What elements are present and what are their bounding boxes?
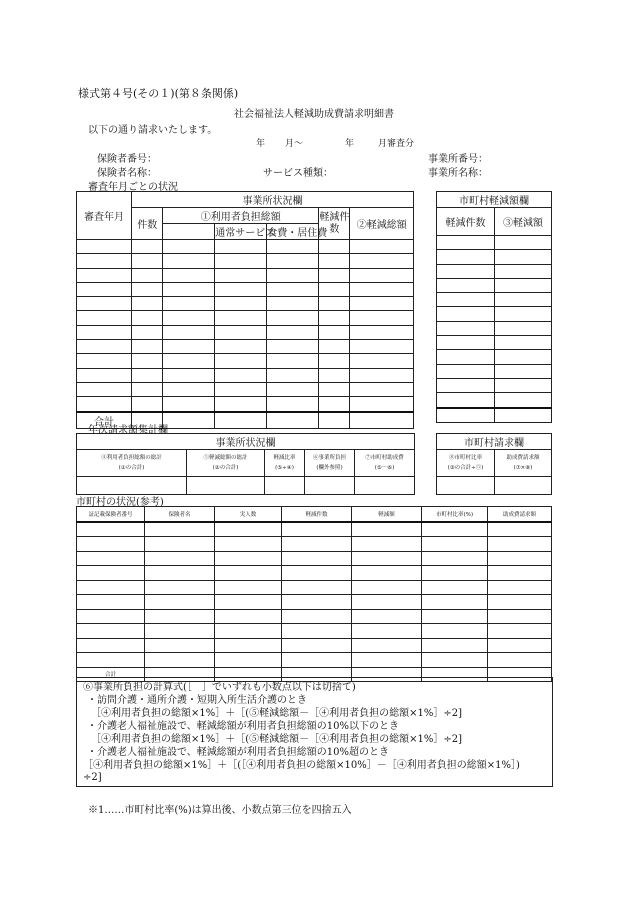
formula-line5: ［④利用者負担の総額×1%］＋［(⑤軽減総額－［④利用者負担の総額×1%］÷2] <box>91 734 463 745</box>
annual-col5-l1: ⑦市町村助成費 <box>365 455 404 461</box>
table-row <box>437 378 552 392</box>
col-reduce-count: 軽減件数 <box>319 208 350 240</box>
table-cell[interactable] <box>77 382 132 396</box>
table-row <box>77 240 414 254</box>
table-cell[interactable] <box>488 551 552 566</box>
table-cell[interactable] <box>77 340 132 354</box>
table-cell[interactable] <box>215 638 282 653</box>
table-cell[interactable] <box>215 551 282 566</box>
table-cell[interactable] <box>422 638 488 653</box>
table-cell[interactable] <box>145 551 215 566</box>
annual-col1-l2: (①の合計) <box>118 465 145 471</box>
table-row <box>437 293 552 307</box>
col-reduce-total: ②軽減総額 <box>350 208 414 240</box>
table-cell[interactable] <box>77 624 145 639</box>
table-cell[interactable] <box>352 537 422 552</box>
table-cell[interactable] <box>319 311 350 325</box>
page-title: 社会福祉法人軽減助成費請求明細書 <box>234 109 394 120</box>
table-cell[interactable] <box>282 595 352 610</box>
table-cell[interactable] <box>495 264 552 278</box>
table-row <box>77 368 414 382</box>
table-cell[interactable] <box>77 282 132 296</box>
table-cell[interactable] <box>215 368 267 382</box>
formula-line7: ［④利用者負担の総額×1%］＋［(［④利用者負担の総額×10%］－［④利用者負担の総額×1%］) <box>83 760 520 771</box>
table-cell[interactable] <box>267 368 319 382</box>
table-row <box>437 321 552 335</box>
table-cell[interactable] <box>350 340 414 354</box>
table-cell[interactable] <box>488 522 552 537</box>
table-row <box>77 382 414 396</box>
table-cell[interactable] <box>495 393 552 408</box>
table-cell[interactable] <box>163 325 215 339</box>
annual-city-col1-l1: ⑧市町村比率 <box>448 455 482 461</box>
table-cell[interactable] <box>215 580 282 595</box>
table-cell[interactable] <box>132 340 163 354</box>
city-col-1: 保険者名 <box>145 507 215 522</box>
table-cell[interactable] <box>422 537 488 552</box>
table-cell[interactable] <box>319 240 350 254</box>
table-cell[interactable] <box>132 397 163 412</box>
table-cell[interactable] <box>132 354 163 368</box>
table-cell[interactable] <box>488 537 552 552</box>
table-cell[interactable] <box>352 609 422 624</box>
annual-city-col1-l2: (③の合計÷⑤) <box>447 465 484 471</box>
table-cell[interactable] <box>437 264 495 278</box>
table-cell[interactable] <box>282 566 352 581</box>
table-cell[interactable] <box>163 254 215 268</box>
city-status-table <box>76 506 552 682</box>
table-cell[interactable] <box>352 566 422 581</box>
table-cell[interactable] <box>215 397 267 412</box>
table-cell[interactable] <box>163 340 215 354</box>
annual-office-header: 事業所状況欄 <box>77 434 415 450</box>
table-cell[interactable] <box>495 278 552 292</box>
table-cell[interactable] <box>77 297 132 311</box>
annual-col3-l2: (⑤÷④) <box>275 465 294 471</box>
annual-city-table <box>436 433 552 495</box>
table-cell[interactable] <box>437 350 495 364</box>
table-cell[interactable] <box>319 368 350 382</box>
col-burden: ①利用者負担総額 <box>163 208 319 224</box>
form-number: 様式第４号(その１)(第８条関係) <box>78 87 239 100</box>
col-city-count: 軽減件数 <box>437 208 495 236</box>
table-row <box>437 236 552 250</box>
table-cell[interactable] <box>282 537 352 552</box>
table-cell[interactable] <box>77 522 145 537</box>
table-cell[interactable] <box>132 282 163 296</box>
table-cell[interactable] <box>163 382 215 396</box>
section1-title: 審査年月ごとの状況 <box>88 182 178 193</box>
table-cell[interactable] <box>145 537 215 552</box>
table-cell[interactable] <box>282 609 352 624</box>
table-row <box>437 350 552 364</box>
table-row <box>77 566 552 581</box>
table-cell[interactable] <box>282 624 352 639</box>
table-cell[interactable] <box>215 311 267 325</box>
table-cell[interactable] <box>437 278 495 292</box>
table-cell[interactable] <box>267 240 319 254</box>
col-city-amount: ③軽減額 <box>495 208 552 236</box>
table-cell[interactable] <box>163 268 215 282</box>
table-cell[interactable] <box>163 368 215 382</box>
table-cell[interactable] <box>145 595 215 610</box>
annual-col2-l1: ⑤軽減総額の総計 <box>203 455 248 461</box>
table-cell[interactable] <box>77 368 132 382</box>
table-cell[interactable] <box>488 624 552 639</box>
city-status-body <box>77 522 552 668</box>
table-cell[interactable] <box>267 268 319 282</box>
annual-city-col2-l2: (⑦×⑧) <box>513 465 533 471</box>
city-col-0: 証記載保険者番号 <box>77 507 145 522</box>
table-cell[interactable] <box>495 293 552 307</box>
table-row <box>77 340 414 354</box>
table-row <box>77 397 414 412</box>
table-cell[interactable] <box>215 340 267 354</box>
table-cell[interactable] <box>215 537 282 552</box>
annual-col5-l2: (⑤－⑥) <box>374 465 395 471</box>
table-cell[interactable] <box>319 268 350 282</box>
table-cell[interactable] <box>163 240 215 254</box>
table-cell[interactable] <box>350 240 414 254</box>
table-cell[interactable] <box>319 297 350 311</box>
request-line: 以下の通り請求いたします。 <box>88 125 218 136</box>
annual-col3-l1: 軽減比率 <box>273 455 296 461</box>
section2-title: 年次請求額集計欄 <box>88 425 168 436</box>
formula-line2: ・訪問介護・通所介護・短期入所生活介護のとき <box>87 695 307 706</box>
table-row <box>437 307 552 321</box>
table-cell[interactable] <box>422 580 488 595</box>
table-cell[interactable] <box>163 397 215 412</box>
table-row <box>77 297 414 311</box>
table-cell[interactable] <box>77 638 145 653</box>
table-cell[interactable] <box>215 297 267 311</box>
table-cell[interactable] <box>437 393 495 408</box>
table-cell[interactable] <box>145 566 215 581</box>
table-cell[interactable] <box>77 551 145 566</box>
table-cell[interactable] <box>350 368 414 382</box>
table-cell[interactable] <box>215 354 267 368</box>
table-row <box>77 522 552 537</box>
table-cell[interactable] <box>319 282 350 296</box>
table-cell[interactable] <box>488 638 552 653</box>
table-cell[interactable] <box>437 336 495 350</box>
table-cell[interactable] <box>132 240 163 254</box>
table-cell[interactable] <box>319 254 350 268</box>
table-row <box>437 336 552 350</box>
city-col-6: 助成費請求額 <box>488 507 552 522</box>
city-col-5: 市町村比率(%) <box>422 507 488 522</box>
table-cell[interactable] <box>495 321 552 335</box>
table-cell[interactable] <box>350 325 414 339</box>
formula-line6: ・介護老人福祉施設で、軽減総額が利用者負担総額の10%超のとき <box>87 747 390 758</box>
table-row <box>77 624 552 639</box>
footnote: ※1……市町村比率(%)は算出後、小数点第三位を四捨五入 <box>88 805 352 816</box>
office-name-label: 事業所名称： <box>428 168 488 179</box>
formula-line3: ［④利用者負担の総額×1%］＋［(⑤軽減総額－［④利用者負担の総額×1%］÷2] <box>91 708 463 719</box>
table-cell[interactable] <box>488 609 552 624</box>
table-row <box>77 254 414 268</box>
table-cell[interactable] <box>319 382 350 396</box>
table-cell[interactable] <box>267 382 319 396</box>
city-header: 市町村軽減額欄 <box>437 192 552 208</box>
table-cell[interactable] <box>77 566 145 581</box>
table-cell[interactable] <box>350 311 414 325</box>
formula-line4: ・介護老人福祉施設で、軽減総額が利用者負担総額の10%以下のとき <box>87 721 400 732</box>
table-cell[interactable] <box>350 397 414 412</box>
annual-col1-l1: ④利用者負担総額の総計 <box>101 455 162 461</box>
table-cell[interactable] <box>163 311 215 325</box>
table-cell[interactable] <box>422 609 488 624</box>
table-cell[interactable] <box>350 354 414 368</box>
table-cell[interactable] <box>267 311 319 325</box>
annual-office-table <box>76 433 415 495</box>
insurer-name-label: 保険者名称： <box>97 168 157 179</box>
table-cell[interactable] <box>132 311 163 325</box>
table-cell[interactable] <box>319 397 350 412</box>
table-row <box>77 609 552 624</box>
period-year2: 年 <box>345 139 355 149</box>
table-row <box>77 638 552 653</box>
table-cell[interactable] <box>352 638 422 653</box>
col-food: 食費・居住費 <box>267 224 319 240</box>
table-cell[interactable] <box>422 624 488 639</box>
table-row <box>437 364 552 378</box>
annual-city-header: 市町村請求欄 <box>437 434 552 450</box>
table-cell[interactable] <box>163 282 215 296</box>
table-cell[interactable] <box>267 397 319 412</box>
table-cell[interactable] <box>319 325 350 339</box>
section3-title: 市町村の状況(参考) <box>76 497 164 508</box>
table-row <box>77 537 552 552</box>
table-cell[interactable] <box>267 325 319 339</box>
table-cell[interactable] <box>352 580 422 595</box>
table-row <box>437 264 552 278</box>
table-cell[interactable] <box>488 653 552 668</box>
table-cell[interactable] <box>145 624 215 639</box>
table-cell[interactable] <box>352 522 422 537</box>
table-cell[interactable] <box>77 609 145 624</box>
table-cell[interactable] <box>352 624 422 639</box>
table-row <box>437 278 552 292</box>
formula-line8: ÷2] <box>83 772 102 783</box>
table-cell[interactable] <box>215 382 267 396</box>
table-cell[interactable] <box>145 638 215 653</box>
table-cell[interactable] <box>267 297 319 311</box>
table-cell[interactable] <box>163 354 215 368</box>
table-cell[interactable] <box>77 580 145 595</box>
table-cell[interactable] <box>488 595 552 610</box>
formula-box <box>76 677 553 787</box>
formula-line1: ⑥事業所負担の計算式(［ ］でいずれも小数点以下は切捨て) <box>83 682 356 693</box>
table-cell[interactable] <box>215 624 282 639</box>
table-cell[interactable] <box>319 354 350 368</box>
city-col-4: 軽減額 <box>352 507 422 522</box>
annual-col2-l2: (②の合計) <box>212 465 239 471</box>
table-cell[interactable] <box>215 282 267 296</box>
table-cell[interactable] <box>282 522 352 537</box>
table-cell[interactable] <box>215 595 282 610</box>
office-status-table <box>76 191 414 429</box>
table-cell[interactable] <box>495 378 552 392</box>
table-row <box>77 580 552 595</box>
table-cell[interactable] <box>132 297 163 311</box>
period-month1: 月〜 <box>285 139 304 149</box>
table-cell[interactable] <box>215 240 267 254</box>
table-row <box>77 268 414 282</box>
table-cell[interactable] <box>422 595 488 610</box>
table-cell[interactable] <box>437 321 495 335</box>
table-row <box>77 325 414 339</box>
table-cell[interactable] <box>350 268 414 282</box>
table-cell[interactable] <box>267 282 319 296</box>
table-cell[interactable] <box>437 250 495 264</box>
city-col-2: 実人数 <box>215 507 282 522</box>
table-row <box>77 311 414 325</box>
table-row <box>77 354 414 368</box>
table-cell[interactable] <box>145 653 215 668</box>
office-header: 事業所状況欄 <box>132 192 414 208</box>
city-total-label: 合計 <box>77 667 145 682</box>
table-cell[interactable] <box>215 566 282 581</box>
table-cell[interactable] <box>352 653 422 668</box>
table-cell[interactable] <box>215 254 267 268</box>
annual-city-col2-l1: 助成費請求額 <box>506 455 540 461</box>
table-cell[interactable] <box>422 653 488 668</box>
table-cell[interactable] <box>282 551 352 566</box>
table-row <box>437 250 552 264</box>
table-cell[interactable] <box>319 340 350 354</box>
table-cell[interactable] <box>350 297 414 311</box>
table-cell[interactable] <box>77 325 132 339</box>
table-cell[interactable] <box>215 325 267 339</box>
table-cell[interactable] <box>215 609 282 624</box>
table-cell[interactable] <box>422 551 488 566</box>
table-cell[interactable] <box>267 354 319 368</box>
insurer-no-label: 保険者番号： <box>97 154 157 165</box>
table-cell[interactable] <box>77 268 132 282</box>
period-year1: 年 <box>256 139 266 149</box>
office-table-body <box>77 240 414 412</box>
table-cell[interactable] <box>163 297 215 311</box>
table-cell[interactable] <box>422 566 488 581</box>
table-cell[interactable] <box>437 307 495 321</box>
table-cell[interactable] <box>282 638 352 653</box>
table-cell[interactable] <box>437 293 495 307</box>
city-table-body <box>437 236 552 408</box>
service-type-label: サービス種類： <box>263 168 333 179</box>
table-cell[interactable] <box>422 522 488 537</box>
col-normal: 通常サービス <box>215 224 267 240</box>
city-reduction-table <box>436 191 552 423</box>
period-month2: 月審査分 <box>378 139 415 149</box>
col-month: 審査年月 <box>77 192 132 240</box>
table-cell[interactable] <box>495 350 552 364</box>
table-row <box>77 653 552 668</box>
table-row <box>437 393 552 408</box>
table-cell[interactable] <box>267 254 319 268</box>
table-cell[interactable] <box>145 580 215 595</box>
table-cell[interactable] <box>350 254 414 268</box>
table-cell[interactable] <box>495 250 552 264</box>
table-cell[interactable] <box>495 336 552 350</box>
table-cell[interactable] <box>215 522 282 537</box>
table-cell[interactable] <box>350 282 414 296</box>
table-cell[interactable] <box>145 522 215 537</box>
table-cell[interactable] <box>267 340 319 354</box>
table-cell[interactable] <box>488 580 552 595</box>
table-cell[interactable] <box>77 595 145 610</box>
table-cell[interactable] <box>352 595 422 610</box>
table-cell[interactable] <box>77 537 145 552</box>
table-cell[interactable] <box>282 653 352 668</box>
table-cell[interactable] <box>437 364 495 378</box>
total-label: 合計 <box>77 412 132 429</box>
table-cell[interactable] <box>495 236 552 250</box>
table-cell[interactable] <box>132 368 163 382</box>
table-cell[interactable] <box>350 382 414 396</box>
table-cell[interactable] <box>437 378 495 392</box>
table-cell[interactable] <box>495 364 552 378</box>
table-row <box>77 595 552 610</box>
table-cell[interactable] <box>132 382 163 396</box>
table-cell[interactable] <box>215 268 267 282</box>
table-cell[interactable] <box>495 307 552 321</box>
city-col-3: 軽減件数 <box>282 507 352 522</box>
office-no-label: 事業所番号： <box>428 154 488 165</box>
annual-col4-l2: (欄外参照) <box>316 465 343 471</box>
table-row <box>77 282 414 296</box>
table-cell[interactable] <box>132 268 163 282</box>
table-cell[interactable] <box>488 566 552 581</box>
table-cell[interactable] <box>77 653 145 668</box>
table-cell[interactable] <box>132 254 163 268</box>
table-cell[interactable] <box>77 397 132 412</box>
table-row <box>77 551 552 566</box>
table-cell[interactable] <box>77 240 132 254</box>
table-cell[interactable] <box>282 580 352 595</box>
table-cell[interactable] <box>77 311 132 325</box>
table-cell[interactable] <box>145 609 215 624</box>
col-count: 件数 <box>132 208 163 240</box>
annual-col4-l1: ⑥事業所負担 <box>312 455 346 461</box>
table-cell[interactable] <box>437 236 495 250</box>
table-cell[interactable] <box>215 653 282 668</box>
table-cell[interactable] <box>77 254 132 268</box>
table-cell[interactable] <box>132 325 163 339</box>
table-cell[interactable] <box>77 354 132 368</box>
table-cell[interactable] <box>352 551 422 566</box>
